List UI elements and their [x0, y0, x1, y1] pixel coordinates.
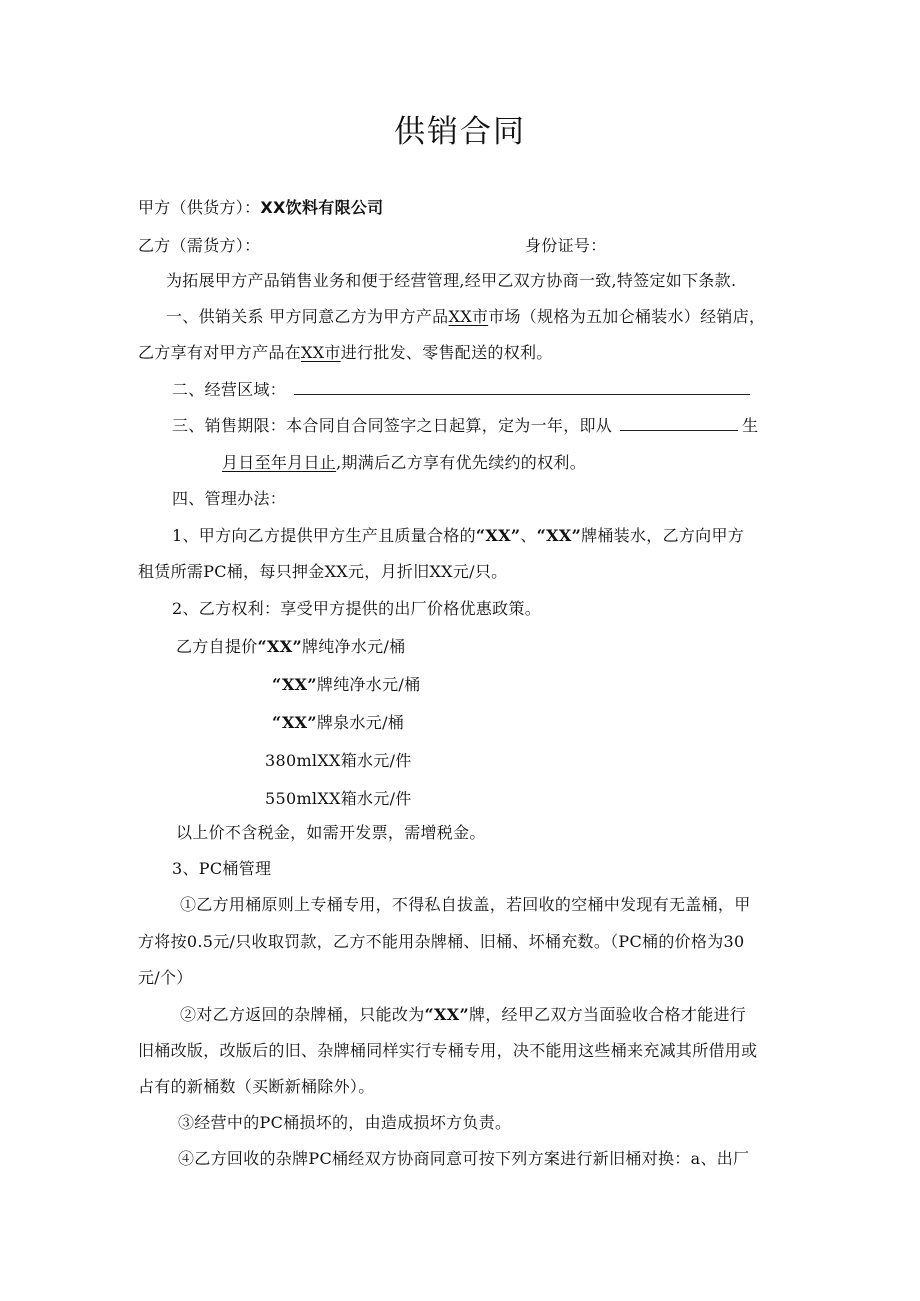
section-2-line: [172, 379, 750, 401]
rule-1-line-3: 元/个）: [138, 968, 193, 987]
rule-4-line-1: ④乙方回收的杂牌PC桶经双方协商同意可按下列方案进行新旧桶对换：a、出厂: [178, 1149, 750, 1168]
rule-1-line-1: ①乙方用桶原则上专桶专用，不得私自拔盖，若回收的空桶中发现有无盖桶，甲: [180, 895, 751, 914]
item-1-text-a: 1、甲方向乙方提供甲方生产且质量合格的: [172, 526, 476, 545]
price-1-product: 牌纯净水元/桶: [301, 637, 406, 656]
rule-2-line-2: 旧桶改版，改版后的旧、杂牌桶同样实行专桶专用，决不能用这些桶来充减其所借用或: [138, 1041, 758, 1060]
item-2: 2、乙方权利：享受甲方提供的出厂价格优惠政策。: [172, 599, 542, 618]
rule-2-line-1: [180, 1004, 746, 1026]
section-3-text-c: ,期满后乙方享有优先续约的权利。: [336, 453, 586, 472]
section-3-line-1: [172, 415, 758, 437]
item-1-text-b: 牌桶装水，乙方向甲方: [581, 526, 745, 545]
rule-2-text-a: ②对乙方返回的杂牌桶，只能改为: [180, 1005, 425, 1024]
party-a-line: [138, 197, 383, 219]
section-1-text-d: 进行批发、零售配送的权利。: [340, 343, 553, 362]
section-4-label: 四、管理办法：: [172, 489, 287, 508]
document-title: 供销合同: [394, 114, 526, 150]
intro-paragraph: 为拓展甲方产品销售业务和便于经营管理,经甲乙双方协商一致,特签定如下条款.: [166, 271, 737, 290]
brand-mark-b: “XX”: [536, 526, 582, 545]
brand-mark-a: “XX”: [475, 526, 521, 545]
rule-1-line-2: 方将按0.5元/只收取罚款，乙方不能用杂牌桶、旧桶、坏桶充数。（PC桶的价格为30: [138, 932, 745, 951]
rule-2-brand: “XX”: [424, 1005, 469, 1024]
price-line-4: 380mlXX箱水元/件: [265, 751, 412, 770]
section-1-city-b: XX市: [301, 343, 341, 362]
section-1-line-1: [166, 306, 765, 328]
region-blank-field: [294, 380, 750, 395]
section-3-text-a: 三、销售期限：本合同自合同签字之日起算，定为一年，即从: [172, 416, 613, 435]
section-3-line-2: [222, 452, 586, 474]
price-line-1: [176, 636, 405, 658]
price-line-5: 550mlXX箱水元/件: [265, 789, 412, 808]
section-2-label: 二、经营区域：: [172, 380, 287, 399]
section-1-city-a: XX市: [448, 307, 489, 326]
price-1-brand: “XX”: [257, 637, 302, 656]
section-1-text-c: 乙方享有对甲方产品在: [138, 343, 302, 362]
section-1-text-b: 市场（规格为五加仑桶装水）经销店，: [488, 307, 766, 326]
party-b-label: 乙方（需货方）：: [138, 236, 261, 255]
item-1-separator: 、: [520, 526, 537, 545]
price-line-2: [272, 674, 420, 696]
tax-note: 以上价不含税金，如需开发票，需增税金。: [176, 823, 486, 842]
section-1-text-a: 一、供销关系 甲方同意乙方为甲方产品: [166, 307, 449, 326]
price-3-product: 牌泉水元/桶: [316, 713, 405, 732]
party-a-label: 甲方（供货方）：: [138, 198, 261, 217]
id-number-label: 身份证号：: [525, 236, 607, 255]
price-3-brand: “XX”: [272, 713, 317, 732]
section-3-text-b: 生: [742, 416, 759, 435]
start-date-blank-field: [620, 416, 738, 431]
rule-2-line-3: 占有的新桶数（买断新桶除外）。: [138, 1077, 375, 1096]
item-1-line-2: 租赁所需PC桶，每只押金XX元，月折旧XX元/只。: [138, 562, 508, 581]
price-2-brand: “XX”: [272, 675, 317, 694]
rule-2-text-b: 牌，经甲乙双方当面验收合格才能进行: [468, 1005, 747, 1024]
rule-3: ③经营中的PC桶损坏的，由造成损坏方负责。: [178, 1113, 512, 1132]
section-3-date-range: 月日至年月日止: [222, 453, 337, 472]
item-1-line-1: [172, 525, 744, 547]
party-a-name: XX饮料有限公司: [260, 198, 384, 217]
item-3-label: 3、PC桶管理: [172, 859, 272, 878]
price-line-3: [272, 712, 404, 734]
self-pickup-price-label: 乙方自提价: [176, 637, 258, 656]
section-1-line-2: [138, 342, 553, 364]
price-2-product: 牌纯净水元/桶: [316, 675, 421, 694]
